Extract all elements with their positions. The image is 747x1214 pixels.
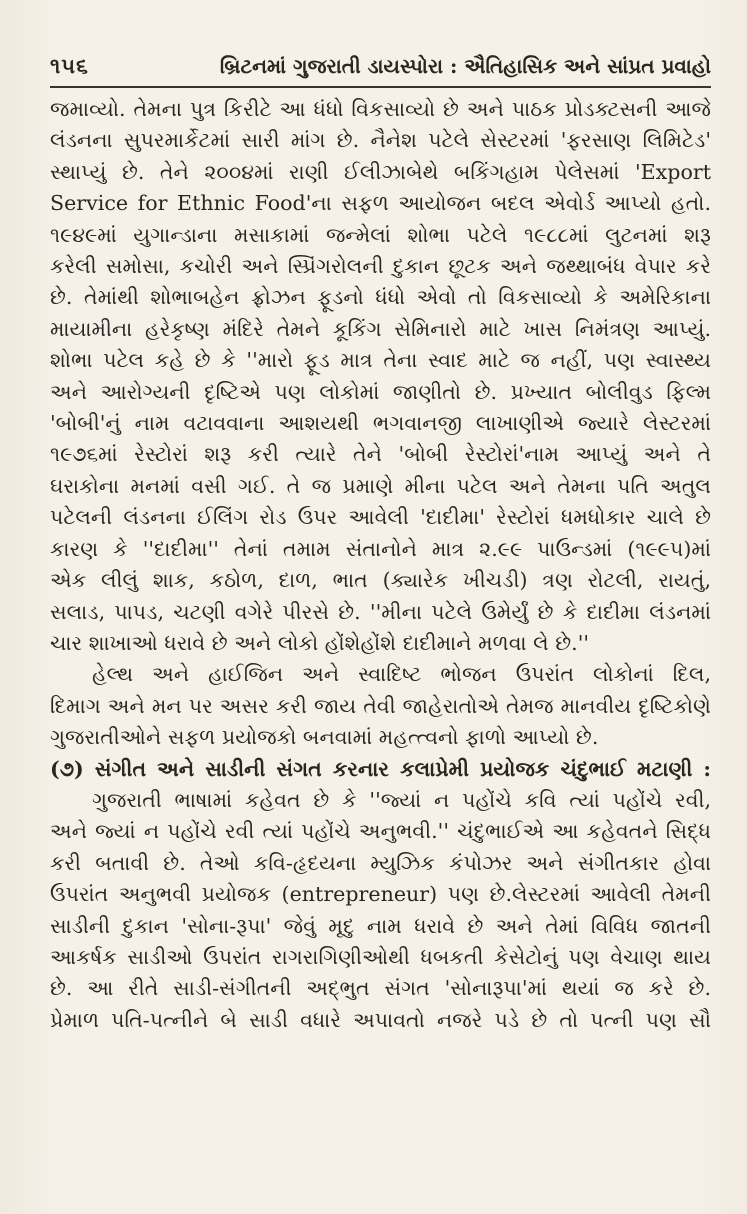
page-number: ૧૫૬ — [50, 53, 89, 78]
text-line: સ્થાપ્યું છે. તેને ૨૦૦૪માં રાણી ઈલીઝાબેથે બકિંગહામ પેલેસમાં 'Export — [50, 159, 711, 184]
running-title: બ્રિટનમાં ગુજરાતી ડાયસ્પોરા : ઐતિહાસિક અને સાંપ્રત પ્રવાહો — [219, 54, 711, 78]
text-line: અને જ્યાં ન પહોંચે રવી ત્યાં પહોંચે અનુભવી.'' ચંદુભાઈએ આ કહેવતને સિદ્ધ — [50, 819, 711, 844]
text-line: ઘરાકોના મનમાં વસી ગઈ. તે જ પ્રમાણે મીના પટેલ અને તેમના પતિ અતુલ — [50, 473, 711, 498]
paragraph-3 — [50, 785, 711, 1036]
text-line: ગુજરાતી ભાષામાં કહેવત છે કે ''જ્યાં ન પહોંચે કવિ ત્યાં પહોંચે રવી, — [92, 787, 711, 812]
text-line: દિમાગ અને મન પર અસર કરી જાય તેવી જાહેરાતોએ તેમજ માનવીય દૃષ્ટિકોણે — [50, 693, 711, 718]
text-line: પટેલની લંડનના ઈલિંગ રોડ ઉપર આવેલી 'દાદીમા' રેસ્ટોરાં ધમધોકાર ચાલે છે — [50, 505, 711, 530]
text-line: કરી બતાવી છે. તેઓ કવિ-હૃદયના મ્યુઝિક કંપોઝર અને સંગીતકાર હોવા — [50, 850, 711, 875]
text-line: ૧૯૭૬માં રેસ્ટોરાં શરૂ કરી ત્યારે તેને 'બોબી રેસ્ટોરાં'નામ આપ્યું અને તે — [50, 442, 711, 467]
running-header — [50, 52, 711, 88]
text-line: Service for Ethnic Food'ના સફળ આયોજન બદલ એવોર્ડ આપ્યો હતો. — [50, 191, 711, 216]
text-line: આકર્ષક સાડીઓ ઉપરાંત રાગરાગિણીઓથી ધબકતી કેસેટોનું પણ વેચાણ થાય — [50, 944, 711, 969]
text-line: પ્રેમાળ પતિ-પત્નીને બે સાડી વધારે અપાવતો નજરે પડે છે તો પત્ની પણ સૌ — [50, 1007, 711, 1032]
text-line: 'બોબી'નું નામ વટાવવાના આશયથી ભગવાનજી લાખાણીએ જ્યારે લેસ્ટરમાં — [50, 411, 711, 436]
text-line: છે. તેમાંથી શોભાબહેન ફ્રોઝન ફૂડનો ધંધો એવો તો વિકસાવ્યો કે અમેરિકાના — [50, 285, 711, 310]
page-body — [50, 94, 711, 1036]
text-line: સલાડ, પાપડ, ચટણી વગેરે પીરસે છે. ''મીના પટેલે ઉમેર્યું છે કે દાદીમા લંડનમાં — [50, 599, 711, 624]
text-line: માયામીના હરેકૃષ્ણ મંદિરે તેમને કૂકિંગ સેમિનારો માટે ખાસ નિમંત્રણ આપ્યું. — [50, 316, 711, 341]
paragraph-1 — [50, 94, 711, 659]
text-line: ઉપરાંત અનુભવી પ્રયોજક (entrepreneur) પણ છે.લેસ્ટરમાં આવેલી તેમની — [50, 882, 711, 907]
text-line: લંડનના સુપરમાર્કેટમાં સારી માંગ છે. નૈનેશ પટેલે સેસ્ટરમાં 'ફરસાણ લિમિટેડ' — [50, 128, 711, 153]
text-line: હેલ્થ અને હાઈજિન અને સ્વાદિષ્ટ ભોજન ઉપરાંત લોકોનાં દિલ, — [92, 662, 711, 687]
text-line: સાડીની દુકાન 'સોના-રૂપા' જેવું મૃદુ નામ ધરાવે છે અને તેમાં વિવિધ જાતની — [50, 913, 711, 938]
section-heading: (૭) સંગીત અને સાડીની સંગત કરનાર કલાપ્રેમી પ્રયોજક ચંદુભાઈ મટાણી : — [50, 756, 711, 781]
text-line: ચાર શાખાઓ ધરાવે છે અને લોકો હોંશેહોંશે દાદીમાને મળવા લે છે.'' — [50, 630, 590, 655]
text-line: જમાવ્યો. તેમના પુત્ર કિરીટે આ ધંધો વિકસાવ્યો છે અને પાઠક પ્રોડક્ટસની આજે — [50, 97, 711, 121]
paragraph-2 — [50, 659, 711, 753]
text-line: એક લીલું શાક, કઠોળ, દાળ, ભાત (ક્યારેક ખીચડી) ત્રણ રોટલી, રાયતું, — [50, 568, 711, 593]
text-line: કરેલી સમોસા, કચોરી અને સ્પ્રિંગરોલની દુકાન છૂટક અને જથ્થાબંધ વેપાર કરે — [50, 254, 711, 279]
text-line: કારણ કે ''દાદીમા'' તેનાં તમામ સંતાનોને માત્ર ૨.૯૯ પાઉન્ડમાં (૧૯૯૫)માં — [50, 536, 711, 561]
text-line: ૧૯૪૯માં યુગાન્ડાના મસાકામાં જન્મેલાં શોભા પટેલે ૧૯૮૮માં લુટનમાં શરૂ — [50, 222, 711, 247]
text-line: છે. આ રીતે સાડી-સંગીતની અદ્ભુત સંગત 'સોનારૂપા'માં થયાં જ કરે છે. — [50, 976, 711, 1001]
text-line: શોભા પટેલ કહે છે કે ''મારો ફૂડ માત્ર તેના સ્વાદ માટે જ નહીં, પણ સ્વાસ્થ્ય — [50, 348, 711, 373]
text-line: ગુજરાતીઓને સફળ પ્રયોજકો બનવામાં મહત્ત્વનો ફાળો આપ્યો છે. — [50, 725, 599, 750]
text-line: અને આરોગ્યની દૃષ્ટિએ પણ લોકોમાં જાણીતો છે. પ્રખ્યાત બોલીવુડ ફિલ્મ — [50, 379, 711, 404]
